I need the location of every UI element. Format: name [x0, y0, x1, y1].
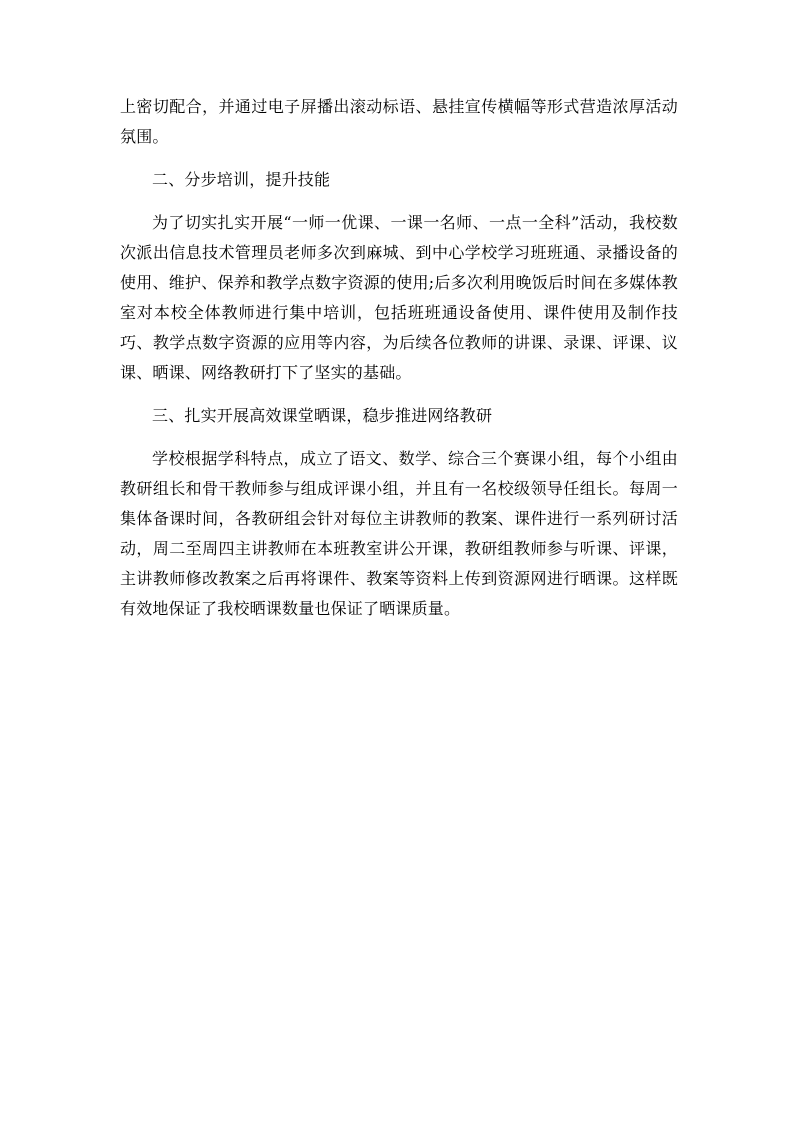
section-heading-classroom: 三、扎实开展高效课堂晒课，稳步推进网络教研: [152, 406, 493, 425]
intro-paragraph: 上密切配合，并通过电子屏播出滚动标语、悬挂宣传横幅等形式营造浓厚活动氛围。: [120, 97, 678, 146]
section-body-classroom: 学校根据学科特点，成立了语文、数学、综合三个赛课小组，每个小组由教研组长和骨干教师参与组成评课小组，并且有一名校级领导任组长。每周一集体备课时间，各教研组会针对每位主讲教师的教案、课件进行一系列研讨活动，周二至周四主讲教师在本班教室讲公开课，教研组教师参与听课、评课，主讲教师修改教案之后再将课件、教案等资料上传到资源网进行晒课。这样既有效地保证了我校晒课数量也保证了晒课质量。: [120, 449, 678, 618]
paragraph-gap: [120, 431, 678, 444]
paragraph-gap: [120, 152, 678, 165]
document-page: [120, 92, 678, 624]
section-heading-training: 二、分步培训，提升技能: [152, 170, 331, 189]
paragraph-gap: [120, 195, 678, 208]
section-body-training: 为了切实扎实开展“一师一优课、一课一名师、一点一全科”活动，我校数次派出信息技术管理员老师多次到麻城、到中心学校学习班班通、录播设备的使用、维护、保养和教学点数字资源的使用;后多次利用晚饭后时间在多媒体教室对本校全体教师进行集中培训，包括班班通设备使用、课件使用及制作技巧、教学点数字资源的应用等内容，为后续各位教师的讲课、录课、评课、议课、晒课、网络教研打下了坚实的基础。: [120, 213, 678, 382]
paragraph-gap: [120, 388, 678, 401]
